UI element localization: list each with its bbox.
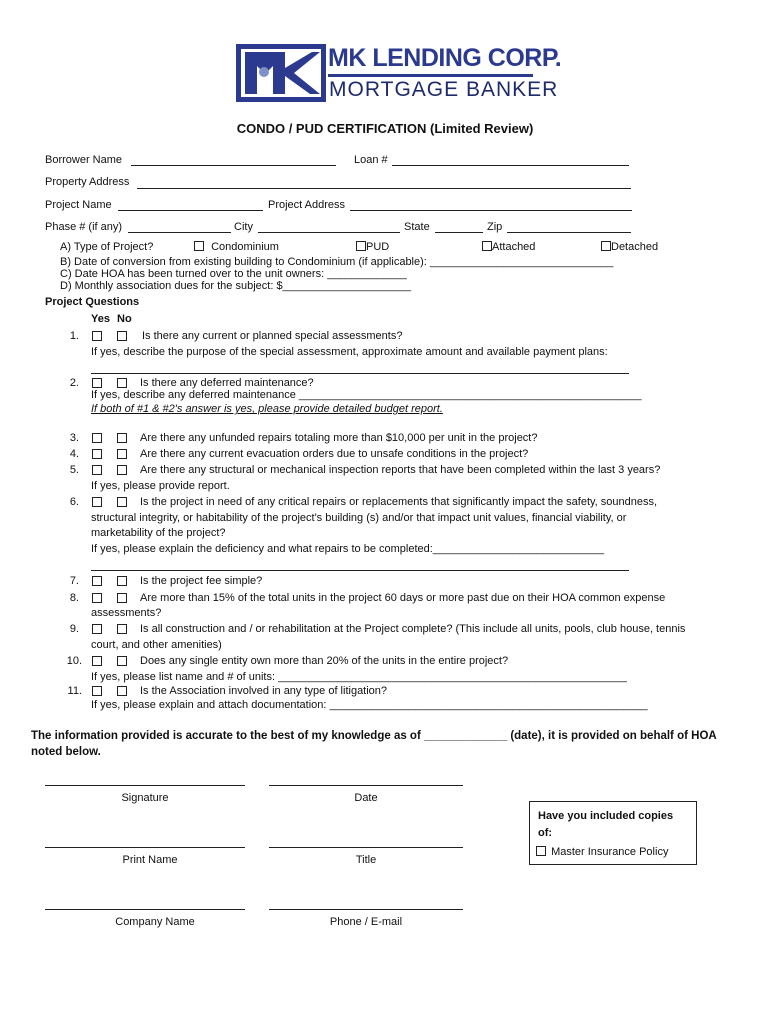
project-name-field[interactable] (118, 210, 263, 211)
q9-text: Is all construction and / or rehabilitation at the Project complete? (This include all units, pools, club house, tennis (140, 623, 686, 635)
certification-statement: The information provided is accurate to the best of my knowledge as of _____________ (date), it is provided on behalf of HOA (31, 730, 717, 742)
zip-field[interactable] (507, 232, 631, 233)
q9-yes-checkbox[interactable] (92, 624, 102, 634)
q9-number: 9. (69, 623, 79, 635)
q5-no-checkbox[interactable] (117, 465, 127, 475)
signature-label: Signature (121, 792, 169, 804)
q5-followup: If yes, please provide report. (91, 480, 230, 492)
q7-yes-checkbox[interactable] (92, 576, 102, 586)
q2-yes-checkbox[interactable] (92, 378, 102, 388)
q9-no-checkbox[interactable] (117, 624, 127, 634)
pud-option[interactable] (356, 241, 389, 253)
q3-yes-checkbox[interactable] (92, 433, 102, 443)
q11-text: Is the Association involved in any type of litigation? (140, 685, 388, 697)
condominium-label: Condominium (211, 241, 279, 253)
q11-yes-checkbox[interactable] (92, 686, 102, 696)
budget-report-note: If both of #1 & #2's answer is yes, please provide detailed budget report. (91, 403, 443, 415)
property-address-field[interactable] (137, 188, 631, 189)
q2-no-checkbox[interactable] (117, 378, 127, 388)
q7-number: 7. (69, 575, 79, 587)
borrower-name-label: Borrower Name (45, 154, 123, 166)
form-title: CONDO / PUD CERTIFICATION (Limited Review) (236, 121, 534, 136)
master-insurance-label: Master Insurance Policy (551, 846, 669, 858)
q4-yes-checkbox[interactable] (92, 449, 102, 459)
property-address-label: Property Address (45, 176, 130, 188)
no-column-header: No (117, 313, 132, 325)
q10-yes-checkbox[interactable] (92, 656, 102, 666)
q8-no-checkbox[interactable] (117, 593, 127, 603)
master-insurance-option[interactable] (536, 846, 668, 858)
company-name-label: Company Name (115, 916, 195, 928)
date-label: Date (354, 792, 378, 804)
q1-number: 1. (69, 330, 79, 342)
q4-no-checkbox[interactable] (117, 449, 127, 459)
q1-no-checkbox[interactable] (117, 331, 127, 341)
yes-column-header: Yes (91, 313, 110, 325)
q2-number: 2. (69, 377, 79, 389)
print-name-field[interactable] (45, 847, 245, 848)
q6-text: Is the project in need of any critical repairs or replacements that significantly impact the safety, soundness, (140, 496, 658, 508)
company-logo (236, 44, 562, 102)
q1-yes-checkbox[interactable] (92, 331, 102, 341)
signature-field[interactable] (45, 785, 245, 786)
master-insurance-checkbox[interactable] (536, 846, 546, 856)
q6-followup[interactable]: If yes, please explain the deficiency and what repairs to be completed:____________________________ (91, 543, 605, 555)
q8-number: 8. (69, 592, 79, 604)
q6-no-checkbox[interactable] (117, 497, 127, 507)
project-name-label: Project Name (45, 199, 112, 211)
q7-no-checkbox[interactable] (117, 576, 127, 586)
q11-no-checkbox[interactable] (117, 686, 127, 696)
phase-label: Phase # (if any) (45, 221, 123, 233)
q1-followup: If yes, describe the purpose of the special assessment, approximate amount and available payment plans: (91, 346, 608, 358)
hoa-turnover-date-line[interactable]: C) Date HOA has been turned over to the unit owners: _____________ (60, 268, 407, 280)
q8-text: Are more than 15% of the total units in the project 60 days or more past due on their HOA common expense (140, 592, 666, 604)
q2-text: Is there any deferred maintenance? (140, 377, 314, 389)
company-subtitle: MORTGAGE BANKER (329, 78, 559, 101)
detached-checkbox[interactable] (601, 241, 611, 251)
q10-text: Does any single entity own more than 20% of the units in the entire project? (140, 655, 509, 667)
condominium-option[interactable] (194, 241, 279, 253)
certification-statement-line2: noted below. (31, 746, 101, 758)
title-field[interactable] (269, 847, 463, 848)
company-name: MK LENDING CORP. (328, 44, 562, 72)
mk-logo-mark-icon (236, 44, 326, 102)
project-questions-heading: Project Questions (45, 296, 140, 308)
print-name-label: Print Name (122, 854, 178, 866)
q8-yes-checkbox[interactable] (92, 593, 102, 603)
loan-number-label: Loan # (354, 154, 388, 166)
detached-label: Detached (611, 241, 659, 253)
phase-field[interactable] (128, 232, 231, 233)
q1-answer-field[interactable] (91, 373, 629, 374)
conversion-date-line[interactable]: B) Date of conversion from existing building to Condominium (if applicable): ______________________________ (60, 256, 614, 268)
q5-number: 5. (69, 464, 79, 476)
q6-yes-checkbox[interactable] (92, 497, 102, 507)
attached-label: Attached (492, 241, 536, 253)
q2-followup[interactable]: If yes, describe any deferred maintenance ________________________________________________________ (91, 389, 642, 401)
q10-no-checkbox[interactable] (117, 656, 127, 666)
state-field[interactable] (435, 232, 483, 233)
date-field[interactable] (269, 785, 463, 786)
q11-followup[interactable]: If yes, please explain and attach documentation: ____________________________________________________ (91, 699, 648, 711)
q6-text-line3: marketability of the project? (91, 527, 226, 539)
loan-number-field[interactable] (392, 165, 629, 166)
project-type-label: A) Type of Project? (60, 241, 154, 253)
company-name-field[interactable] (45, 909, 245, 910)
pud-label: PUD (366, 241, 390, 253)
q10-number: 10. (66, 655, 82, 667)
phone-email-field[interactable] (269, 909, 463, 910)
borrower-name-field[interactable] (131, 165, 336, 166)
q5-yes-checkbox[interactable] (92, 465, 102, 475)
project-address-field[interactable] (350, 210, 632, 211)
q4-number: 4. (69, 448, 79, 460)
included-copies-box (529, 801, 697, 865)
q9-text-line2: court, and other amenities) (91, 639, 222, 651)
phone-email-label: Phone / E-mail (329, 916, 403, 928)
city-label: City (234, 221, 253, 233)
q3-no-checkbox[interactable] (117, 433, 127, 443)
q11-number: 11. (67, 685, 82, 697)
q6-number: 6. (69, 496, 79, 508)
q1-text: Is there any current or planned special assessments? (142, 330, 403, 342)
project-address-label: Project Address (268, 199, 346, 211)
detached-option[interactable] (601, 241, 658, 253)
logo-divider (328, 74, 533, 77)
pud-checkbox[interactable] (356, 241, 366, 251)
q4-text: Are there any current evacuation orders due to unsafe conditions in the project? (140, 448, 529, 460)
q10-followup[interactable]: If yes, please list name and # of units: _________________________________________________________ (91, 671, 627, 683)
q6-text-line2: structural integrity, or habitability of the project's building (s) and/or that impact unit values, financial viability, or (91, 512, 627, 524)
q6-answer-field[interactable] (91, 570, 629, 571)
state-label: State (404, 221, 430, 233)
q7-text: Is the project fee simple? (140, 575, 263, 587)
title-label: Title (355, 854, 377, 866)
attached-checkbox[interactable] (482, 241, 492, 251)
monthly-dues-line[interactable]: D) Monthly association dues for the subject: $_____________________ (60, 280, 412, 292)
condominium-checkbox[interactable] (194, 241, 204, 251)
included-copies-heading: Have you included copies of: (538, 810, 674, 839)
q5-text: Are there any structural or mechanical inspection reports that have been completed within the last 3 years? (140, 464, 661, 476)
q8-text-line2: assessments? (91, 607, 162, 619)
attached-option[interactable] (482, 241, 535, 253)
city-field[interactable] (258, 232, 400, 233)
q3-number: 3. (69, 432, 79, 444)
q3-text: Are there any unfunded repairs totaling more than $10,000 per unit in the project? (140, 432, 538, 444)
zip-label: Zip (487, 221, 503, 233)
